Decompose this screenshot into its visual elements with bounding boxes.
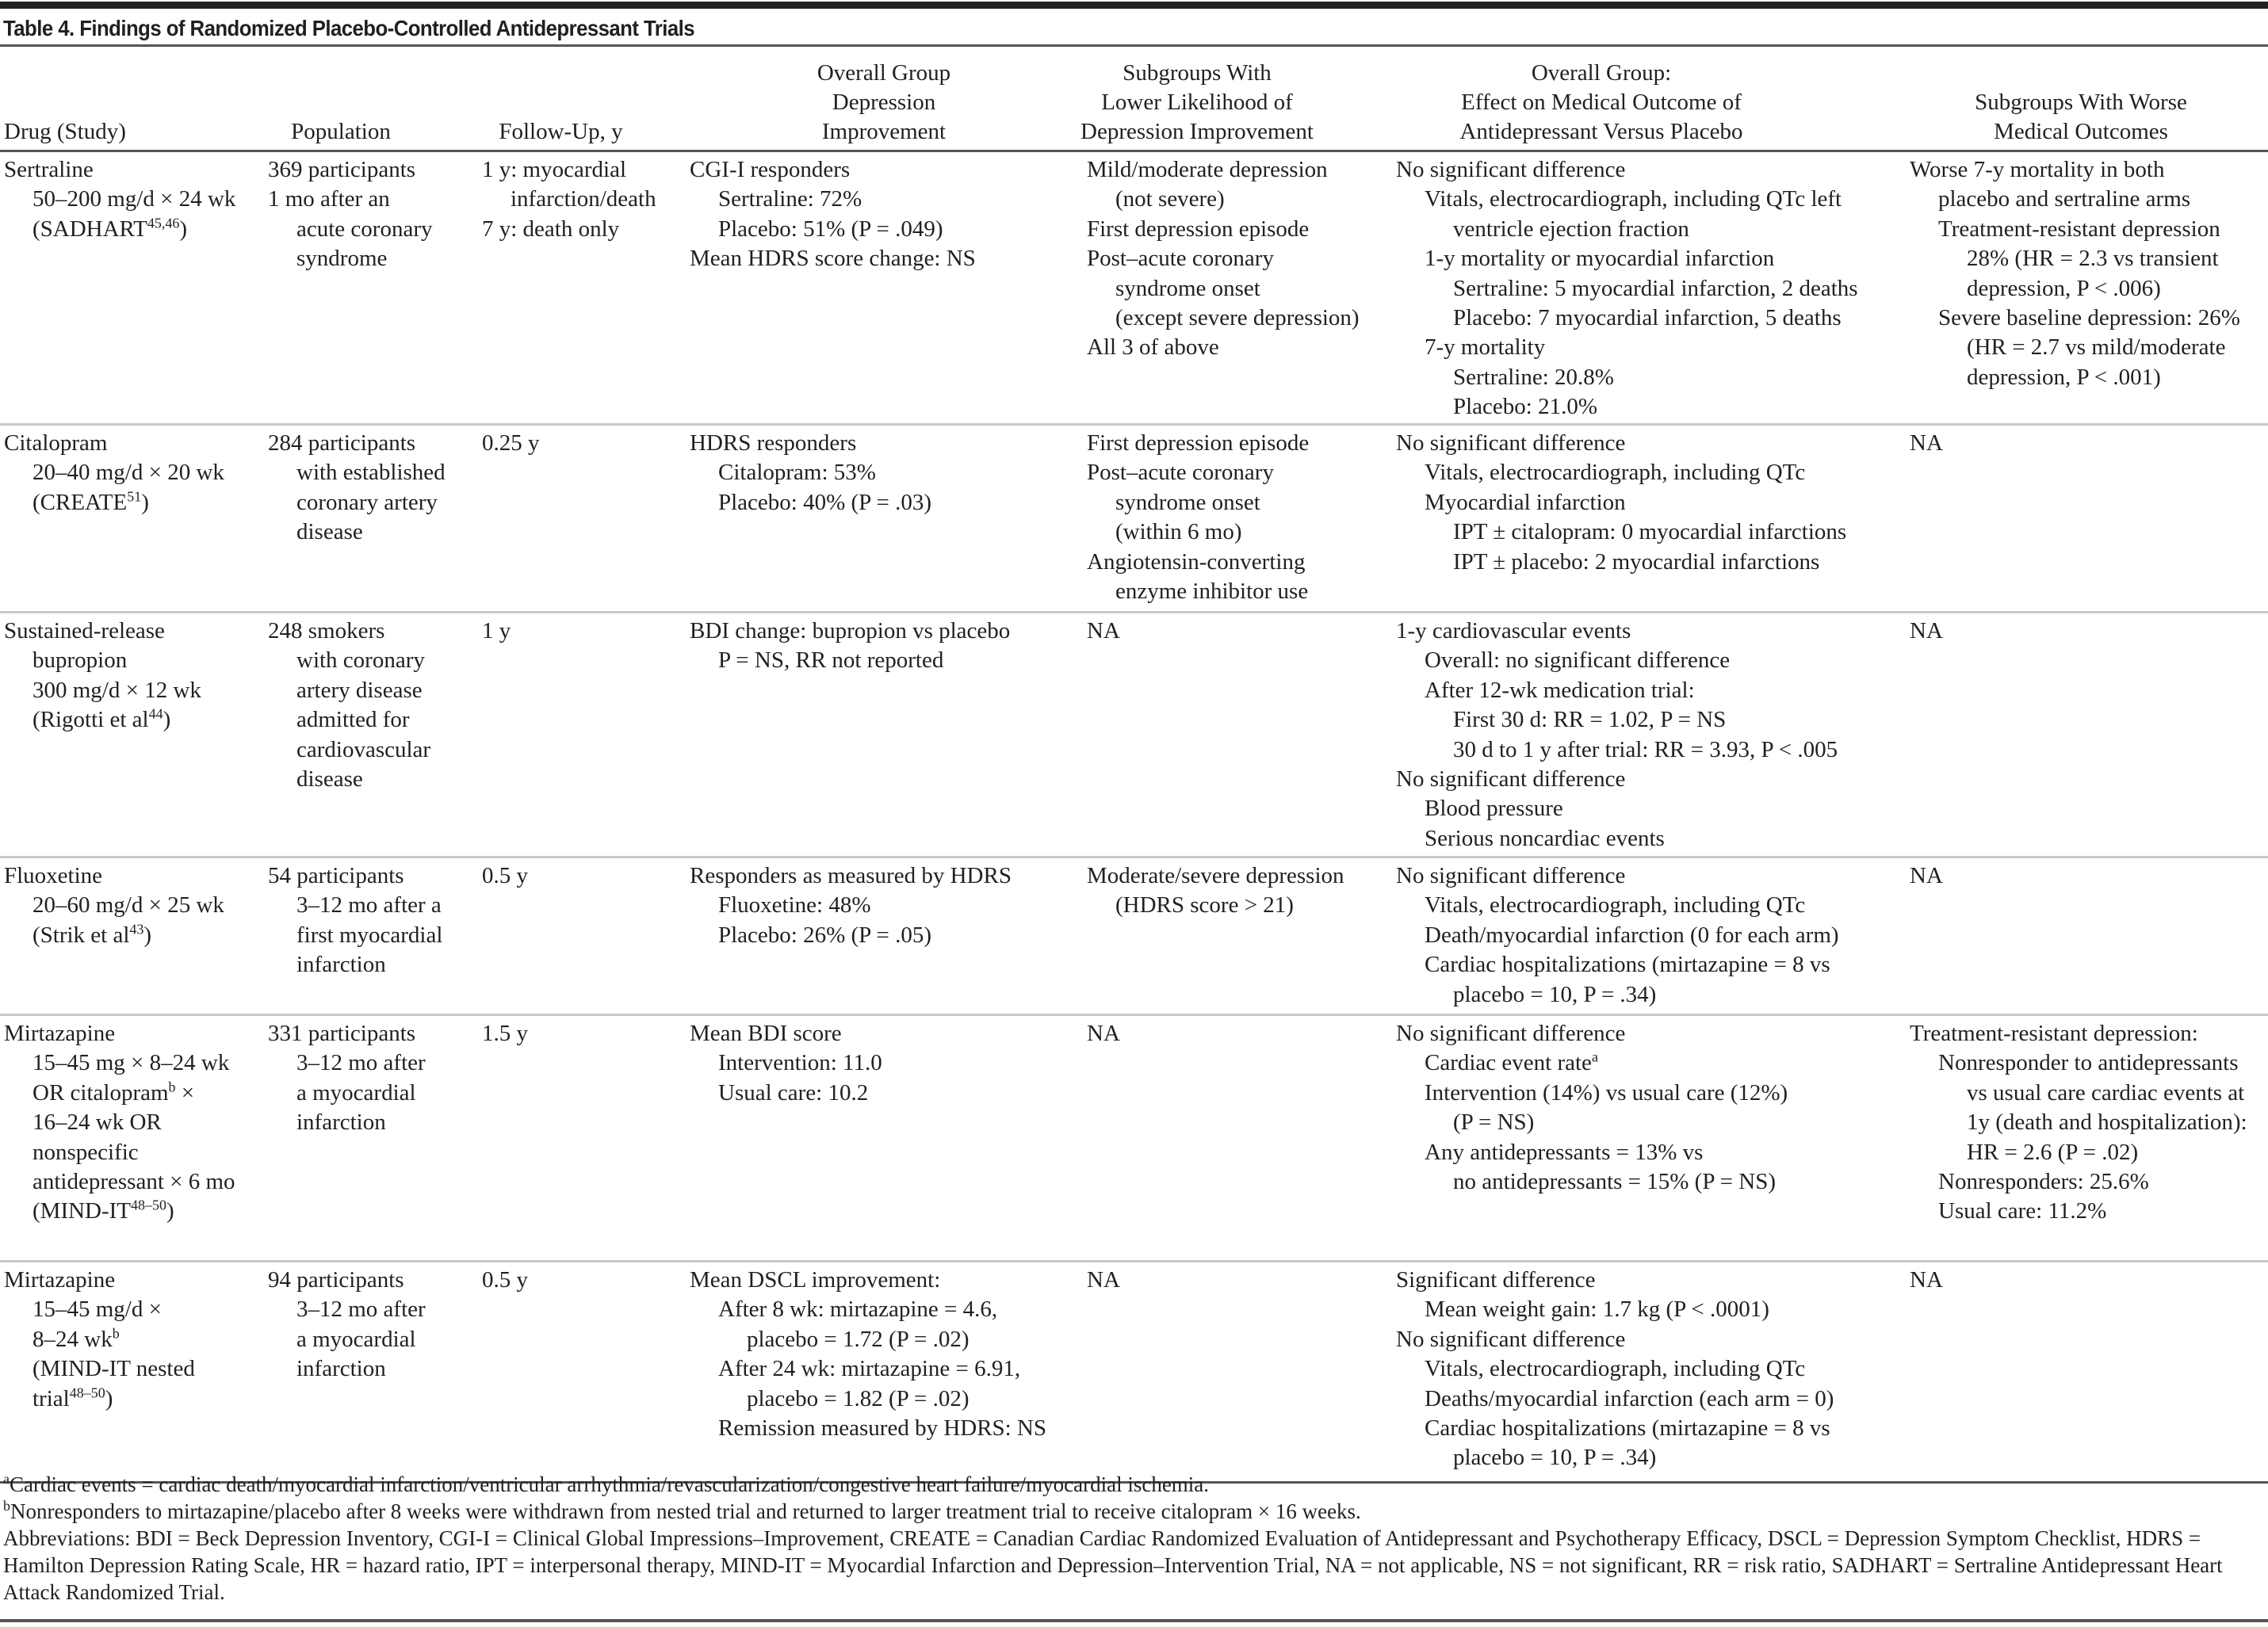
cell-text: ) bbox=[105, 1385, 113, 1411]
cell-line: antidepressant × 6 mo bbox=[33, 1169, 235, 1195]
table-row bbox=[0, 152, 2268, 426]
cell-line: admitted for bbox=[296, 707, 410, 733]
reference-superscript: a bbox=[1591, 1048, 1598, 1065]
cell-text: ) bbox=[163, 707, 171, 733]
cell-line: No significant difference bbox=[1396, 1021, 1626, 1046]
cell-medical-outcome bbox=[1396, 155, 1858, 422]
cell-line: No significant difference bbox=[1396, 430, 1626, 456]
cell-line: (HDRS score > 21) bbox=[1115, 892, 1294, 919]
cell-line: First depression episode bbox=[1087, 216, 1310, 242]
cell-line: acute coronary bbox=[296, 216, 433, 242]
cell-line: bupropion bbox=[33, 647, 128, 674]
cell-line: vs usual care cardiac events at bbox=[1967, 1079, 2245, 1106]
cell-follow-up bbox=[482, 429, 540, 458]
cell-line: IPT ± citalopram: 0 myocardial infarctions bbox=[1453, 519, 1847, 545]
cell-line: infarction bbox=[296, 1356, 386, 1382]
cell-line: HDRS responders bbox=[690, 430, 857, 456]
cell-line: No significant difference bbox=[1396, 1326, 1626, 1352]
header-medical-outcome bbox=[1348, 59, 1855, 147]
cell-line: disease bbox=[296, 519, 363, 545]
cell-line: No significant difference bbox=[1396, 157, 1626, 182]
cell-text: ) bbox=[141, 489, 149, 515]
cell-line: syndrome onset bbox=[1115, 275, 1260, 301]
header-line: Drug (Study) bbox=[4, 119, 126, 144]
cell-line: with established bbox=[296, 460, 446, 486]
cell-line: infarction/death bbox=[511, 186, 656, 212]
cell-line: 28% (HR = 2.3 vs transient bbox=[1967, 246, 2219, 272]
cell-medical-outcome bbox=[1396, 429, 1846, 577]
cell-text: (Rigotti et al bbox=[33, 707, 149, 733]
cell-line: NA bbox=[1910, 863, 1943, 888]
cell-line: syndrome bbox=[296, 246, 388, 272]
table-row bbox=[0, 613, 2268, 858]
cell-drug bbox=[4, 617, 201, 735]
cell-lower-likelihood-subgroups bbox=[1087, 1266, 1120, 1295]
cell-text: (MIND-IT bbox=[33, 1198, 132, 1224]
cell-drug bbox=[4, 1019, 235, 1227]
cell-line: Sertraline: 72% bbox=[718, 186, 862, 212]
cell-line: Citalopram bbox=[4, 430, 108, 456]
cell-line: Sertraline: 5 myocardial infarction, 2 deaths bbox=[1453, 275, 1858, 301]
cell-line: Overall: no significant difference bbox=[1425, 647, 1731, 674]
cell-line bbox=[4, 1197, 235, 1226]
cell-line: 369 participants bbox=[268, 157, 416, 182]
header-lower-likelihood-subgroups bbox=[1046, 59, 1348, 147]
cell-line: placebo and sertraline arms bbox=[1938, 186, 2191, 212]
title-rule bbox=[0, 44, 2268, 47]
cell-line: 20–60 mg/d × 25 wk bbox=[33, 892, 224, 919]
cell-line: Vitals, electrocardiograph, including QTc left bbox=[1425, 186, 1842, 212]
cell-drug bbox=[4, 155, 235, 244]
cell-line: no antidepressants = 15% (P = NS) bbox=[1453, 1169, 1776, 1195]
cell-line: 54 participants bbox=[268, 863, 404, 888]
cell-text: Cardiac event rate bbox=[1425, 1050, 1592, 1076]
cell-line bbox=[1396, 1048, 1788, 1078]
header-drug bbox=[4, 117, 266, 147]
cell-line: 284 participants bbox=[268, 430, 416, 456]
header-line: Lower Likelihood of bbox=[1101, 90, 1293, 115]
cell-population bbox=[268, 617, 430, 794]
cell-line: 30 d to 1 y after trial: RR = 3.93, P < .005 bbox=[1453, 736, 1838, 762]
cell-line: Any antidepressants = 13% vs bbox=[1425, 1139, 1704, 1165]
table-footnotes bbox=[3, 1471, 2262, 1606]
cell-text: × bbox=[175, 1079, 195, 1106]
cell-follow-up bbox=[482, 155, 656, 244]
cell-follow-up bbox=[482, 1266, 528, 1295]
cell-line: Cardiac hospitalizations (mirtazapine = 8 vs bbox=[1425, 952, 1830, 978]
cell-line: 20–40 mg/d × 20 wk bbox=[33, 460, 224, 486]
table-row bbox=[0, 1016, 2268, 1262]
cell-depression-improvement bbox=[690, 861, 1012, 950]
cell-line bbox=[4, 215, 235, 244]
cell-line: ventricle ejection fraction bbox=[1453, 216, 1689, 242]
cell-line: 1-y mortality or myocardial infarction bbox=[1425, 246, 1775, 272]
cell-line: Nonresponders: 25.6% bbox=[1938, 1169, 2149, 1195]
abbreviations: Abbreviations: BDI = Beck Depression Inventory, CGI-I = Clinical Global Impressions–Improvement, CREATE = Canadian Cardiac Randomized Evaluation of Antidepressant and Psychotherapy Efficacy, DSCL = Depression Symptom Checklist, HDRS = Hamilton Depression Rating Scale, HR = hazard ratio, IPT = interpersonal therapy, MIND-IT = Myocardial Infarction and Depression–Intervention Trial, NA = not applicable, NS = not significant, RR = risk ratio, SADHART = Sertraline Antidepressant Heart Attack Randomized Trial. bbox=[3, 1526, 2223, 1604]
cell-line: Significant difference bbox=[1396, 1267, 1596, 1293]
cell-line: Vitals, electrocardiograph, including QTc bbox=[1425, 1356, 1806, 1382]
cell-line: HR = 2.6 (P = .02) bbox=[1967, 1139, 2139, 1165]
cell-line: (within 6 mo) bbox=[1115, 519, 1242, 545]
cell-medical-outcome bbox=[1396, 1019, 1788, 1197]
cell-depression-improvement bbox=[690, 1266, 1046, 1443]
header-line: Improvement bbox=[821, 119, 947, 144]
cell-text: ) bbox=[179, 216, 188, 242]
cell-line: Fluoxetine: 48% bbox=[718, 892, 871, 919]
cell-line: placebo = 1.82 (P = .02) bbox=[747, 1385, 970, 1411]
cell-medical-outcome bbox=[1396, 861, 1839, 1010]
table-row bbox=[0, 426, 2268, 613]
cell-line: (not severe) bbox=[1115, 186, 1225, 212]
cell-text: ) bbox=[143, 922, 152, 948]
footnote-a bbox=[3, 1471, 2262, 1498]
cell-medical-outcome bbox=[1396, 617, 1838, 854]
header-line: Population bbox=[291, 119, 391, 144]
cell-line: Worse 7-y mortality in both bbox=[1910, 157, 2165, 182]
reference-superscript: 45,46 bbox=[147, 215, 180, 231]
cell-line: Serious noncardiac events bbox=[1425, 825, 1665, 851]
cell-line: Mean HDRS score change: NS bbox=[690, 246, 976, 272]
cell-line: Usual care: 10.2 bbox=[718, 1079, 869, 1106]
cell-line: NA bbox=[1087, 618, 1120, 644]
cell-line: Sertraline bbox=[4, 157, 94, 182]
cell-line: Treatment-resistant depression bbox=[1938, 216, 2220, 242]
cell-line: cardiovascular bbox=[296, 736, 431, 762]
header-line: Depression bbox=[832, 90, 936, 115]
cell-line: Placebo: 51% (P = .049) bbox=[718, 216, 943, 242]
cell-line: NA bbox=[1910, 618, 1943, 644]
header-line: Subgroups With Worse bbox=[1975, 90, 2187, 115]
reference-superscript: b bbox=[168, 1079, 176, 1095]
cell-line: Placebo: 7 myocardial infarction, 5 deaths bbox=[1453, 305, 1842, 331]
cell-text: 8–24 wk bbox=[33, 1326, 113, 1352]
cell-line: infarction bbox=[296, 952, 386, 978]
cell-line: Mild/moderate depression bbox=[1087, 157, 1328, 182]
table-row bbox=[0, 1262, 2268, 1484]
cell-line: Mirtazapine bbox=[4, 1021, 116, 1046]
cell-line: NA bbox=[1910, 1267, 1943, 1293]
cell-line: 16–24 wk OR bbox=[33, 1109, 162, 1136]
header-population bbox=[238, 117, 444, 147]
cell-line: Post–acute coronary bbox=[1087, 460, 1274, 486]
cell-follow-up bbox=[482, 1019, 528, 1048]
cell-line: (except severe depression) bbox=[1115, 305, 1360, 331]
cell-line: Citalopram: 53% bbox=[718, 460, 876, 486]
reference-superscript: 43 bbox=[129, 921, 144, 938]
cell-line: 94 participants bbox=[268, 1267, 404, 1293]
cell-line: with coronary bbox=[296, 647, 425, 674]
cell-drug bbox=[4, 429, 224, 518]
footnote-text: Cardiac events = cardiac death/myocardial infarction/ventricular arrhythmia/revascularization/congestive heart failure/myocardial ischemia. bbox=[10, 1472, 1210, 1496]
cell-line: placebo = 1.72 (P = .02) bbox=[747, 1326, 970, 1352]
cell-follow-up bbox=[482, 617, 511, 646]
cell-worse-outcome-subgroups bbox=[1910, 1019, 2247, 1227]
cell-line: After 12-wk medication trial: bbox=[1425, 677, 1695, 703]
cell-line: BDI change: bupropion vs placebo bbox=[690, 618, 1011, 644]
bottom-rule bbox=[0, 1619, 2268, 1622]
cell-lower-likelihood-subgroups bbox=[1087, 155, 1360, 363]
cell-line: a myocardial bbox=[296, 1326, 416, 1352]
cell-line: NA bbox=[1087, 1021, 1120, 1046]
cell-population bbox=[268, 861, 442, 980]
cell-line bbox=[4, 705, 201, 735]
cell-drug bbox=[4, 861, 224, 950]
cell-line: IPT ± placebo: 2 myocardial infarctions bbox=[1453, 548, 1820, 575]
cell-lower-likelihood-subgroups bbox=[1087, 861, 1344, 921]
cell-line: Responders as measured by HDRS bbox=[690, 863, 1012, 888]
cell-follow-up bbox=[482, 861, 528, 891]
header-line: Subgroups With bbox=[1123, 60, 1272, 86]
cell-line: 50–200 mg/d × 24 wk bbox=[33, 186, 236, 212]
cell-line: 3–12 mo after bbox=[296, 1050, 426, 1076]
cell-line: Sertraline: 20.8% bbox=[1453, 364, 1614, 390]
cell-line: Mirtazapine bbox=[4, 1267, 116, 1293]
header-worse-outcome-subgroups bbox=[1903, 88, 2259, 147]
cell-line: 3–12 mo after a bbox=[296, 892, 442, 919]
cell-line: Death/myocardial infarction (0 for each arm) bbox=[1425, 922, 1839, 948]
cell-line bbox=[4, 1079, 235, 1108]
cell-line: 7 y: death only bbox=[482, 216, 620, 242]
header-line: Medical Outcomes bbox=[1994, 119, 2168, 144]
cell-line: 248 smokers bbox=[268, 618, 385, 644]
cell-line: Nonresponder to antidepressants bbox=[1938, 1050, 2239, 1076]
cell-medical-outcome bbox=[1396, 1266, 1834, 1473]
cell-line: Intervention (14%) vs usual care (12%) bbox=[1425, 1079, 1788, 1106]
cell-line: 15–45 mg/d × bbox=[33, 1297, 162, 1323]
cell-line: Mean weight gain: 1.7 kg (P < .0001) bbox=[1425, 1297, 1769, 1323]
cell-text: (CREATE bbox=[33, 489, 128, 515]
cell-line: infarction bbox=[296, 1109, 386, 1136]
cell-depression-improvement bbox=[690, 429, 931, 518]
cell-line: 3–12 mo after bbox=[296, 1297, 426, 1323]
cell-line: Cardiac hospitalizations (mirtazapine = 8 vs bbox=[1425, 1415, 1830, 1442]
cell-line: Usual care: 11.2% bbox=[1938, 1198, 2107, 1224]
cell-depression-improvement bbox=[690, 1019, 882, 1108]
cell-line: Placebo: 40% (P = .03) bbox=[718, 489, 931, 515]
cell-line: 0.5 y bbox=[482, 863, 528, 888]
cell-line: depression, P < .001) bbox=[1967, 364, 2161, 390]
cell-line: 0.5 y bbox=[482, 1267, 528, 1293]
cell-line: P = NS, RR not reported bbox=[718, 647, 944, 674]
header-line: Effect on Medical Outcome of bbox=[1461, 90, 1742, 115]
cell-lower-likelihood-subgroups bbox=[1087, 617, 1120, 646]
cell-line: artery disease bbox=[296, 677, 423, 703]
cell-line: (HR = 2.7 vs mild/moderate bbox=[1967, 334, 2226, 361]
cell-line: Remission measured by HDRS: NS bbox=[718, 1415, 1047, 1442]
cell-worse-outcome-subgroups bbox=[1910, 1266, 1943, 1295]
cell-line: (MIND-IT nested bbox=[33, 1356, 195, 1382]
header-line: Follow-Up, y bbox=[499, 119, 623, 144]
cell-line bbox=[4, 1325, 195, 1354]
cell-line: Mean DSCL improvement: bbox=[690, 1267, 941, 1293]
cell-line: 331 participants bbox=[268, 1021, 416, 1046]
cell-population bbox=[268, 155, 432, 274]
cell-line: 1 y: myocardial bbox=[482, 157, 627, 182]
cell-line: depression, P < .006) bbox=[1967, 275, 2161, 301]
cell-line: Severe baseline depression: 26% bbox=[1938, 305, 2240, 331]
cell-line: First depression episode bbox=[1087, 430, 1310, 456]
cell-line: Angiotensin-converting bbox=[1087, 548, 1306, 575]
reference-superscript: 48–50 bbox=[69, 1384, 105, 1400]
cell-worse-outcome-subgroups bbox=[1910, 155, 2240, 392]
cell-line: After 24 wk: mirtazapine = 6.91, bbox=[718, 1356, 1021, 1382]
header-line: Overall Group: bbox=[1531, 60, 1672, 86]
findings-table bbox=[0, 50, 2268, 1484]
cell-line: Placebo: 21.0% bbox=[1453, 394, 1598, 420]
cell-line: nonspecific bbox=[33, 1139, 139, 1165]
table-header bbox=[0, 50, 2268, 152]
cell-line: All 3 of above bbox=[1087, 334, 1219, 361]
cell-line: syndrome onset bbox=[1115, 489, 1260, 515]
cell-depression-improvement bbox=[690, 155, 976, 274]
header-follow-up bbox=[460, 117, 662, 147]
cell-line: After 8 wk: mirtazapine = 4.6, bbox=[718, 1297, 998, 1323]
cell-line: NA bbox=[1087, 1267, 1120, 1293]
cell-line: Mean BDI score bbox=[690, 1021, 842, 1046]
cell-worse-outcome-subgroups bbox=[1910, 429, 1943, 458]
cell-line bbox=[4, 488, 224, 518]
cell-line: Moderate/severe depression bbox=[1087, 863, 1344, 888]
cell-line: Sustained-release bbox=[4, 618, 165, 644]
cell-line: Blood pressure bbox=[1425, 796, 1563, 822]
cell-line: 1-y cardiovascular events bbox=[1396, 618, 1631, 644]
cell-line: Treatment-resistant depression: bbox=[1910, 1021, 2198, 1046]
cell-line: (P = NS) bbox=[1453, 1109, 1535, 1136]
cell-line: 1.5 y bbox=[482, 1021, 528, 1046]
reference-superscript: b bbox=[112, 1325, 120, 1342]
cell-line: enzyme inhibitor use bbox=[1115, 579, 1309, 605]
cell-line: CGI-I responders bbox=[690, 157, 851, 182]
header-line: Antidepressant Versus Placebo bbox=[1459, 119, 1743, 144]
cell-text: trial bbox=[33, 1385, 70, 1411]
cell-line: placebo = 10, P = .34) bbox=[1453, 981, 1657, 1007]
table-title: Table 4. Findings of Randomized Placebo-Controlled Antidepressant Trials bbox=[3, 16, 695, 40]
cell-line: No significant difference bbox=[1396, 863, 1626, 888]
top-rule bbox=[0, 2, 2268, 9]
cell-line: 1 mo after an bbox=[268, 186, 390, 212]
cell-line: Vitals, electrocardiograph, including QTc bbox=[1425, 460, 1806, 486]
header-depression-improvement bbox=[690, 59, 1078, 147]
cell-drug bbox=[4, 1266, 195, 1414]
cell-population bbox=[268, 429, 446, 548]
cell-line: coronary artery bbox=[296, 489, 438, 515]
footnote-b bbox=[3, 1498, 2262, 1525]
cell-population bbox=[268, 1019, 426, 1138]
reference-superscript: 48–50 bbox=[131, 1197, 167, 1213]
cell-line: Placebo: 26% (P = .05) bbox=[718, 922, 931, 948]
cell-text: (Strik et al bbox=[33, 922, 130, 948]
cell-line: First 30 d: RR = 1.02, P = NS bbox=[1453, 707, 1727, 733]
cell-lower-likelihood-subgroups bbox=[1087, 429, 1309, 606]
cell-depression-improvement bbox=[690, 617, 1010, 676]
header-line: Depression Improvement bbox=[1080, 119, 1314, 144]
footnote-mark: a bbox=[3, 1471, 10, 1487]
cell-line: disease bbox=[296, 766, 363, 792]
cell-line: 7-y mortality bbox=[1425, 334, 1546, 361]
footnote-text: Nonresponders to mirtazapine/placebo after 8 weeks were withdrawn from nested trial and returned to larger treatment trial to receive citalopram × 16 weeks. bbox=[10, 1499, 1361, 1523]
cell-text: ) bbox=[166, 1198, 174, 1224]
cell-line bbox=[4, 1384, 195, 1414]
cell-line: No significant difference bbox=[1396, 766, 1626, 792]
cell-line: a myocardial bbox=[296, 1079, 416, 1106]
reference-superscript: 44 bbox=[148, 705, 163, 722]
reference-superscript: 51 bbox=[127, 488, 142, 505]
cell-line: Intervention: 11.0 bbox=[718, 1050, 882, 1076]
footnote-mark: b bbox=[3, 1498, 10, 1514]
cell-line: 0.25 y bbox=[482, 430, 540, 456]
cell-line bbox=[4, 921, 224, 950]
table-row bbox=[0, 858, 2268, 1016]
cell-line: first myocardial bbox=[296, 922, 443, 948]
cell-worse-outcome-subgroups bbox=[1910, 617, 1943, 646]
cell-line: Post–acute coronary bbox=[1087, 246, 1274, 272]
cell-line: NA bbox=[1910, 430, 1943, 456]
cell-worse-outcome-subgroups bbox=[1910, 861, 1943, 891]
cell-line: 300 mg/d × 12 wk bbox=[33, 677, 201, 703]
cell-line: Deaths/myocardial infarction (each arm = 0) bbox=[1425, 1385, 1834, 1411]
cell-line: Vitals, electrocardiograph, including QTc bbox=[1425, 892, 1806, 919]
cell-line: 1 y bbox=[482, 618, 511, 644]
cell-line: Myocardial infarction bbox=[1425, 489, 1626, 515]
cell-line: 1y (death and hospitalization): bbox=[1967, 1109, 2247, 1136]
cell-population bbox=[268, 1266, 426, 1384]
header-line: Overall Group bbox=[817, 60, 951, 86]
cell-line: placebo = 10, P = .34) bbox=[1453, 1445, 1657, 1471]
cell-line: 15–45 mg × 8–24 wk bbox=[33, 1050, 230, 1076]
cell-lower-likelihood-subgroups bbox=[1087, 1019, 1120, 1048]
cell-line: Fluoxetine bbox=[4, 863, 103, 888]
cell-text: (SADHART bbox=[33, 216, 147, 242]
cell-text: OR citalopram bbox=[33, 1079, 169, 1106]
